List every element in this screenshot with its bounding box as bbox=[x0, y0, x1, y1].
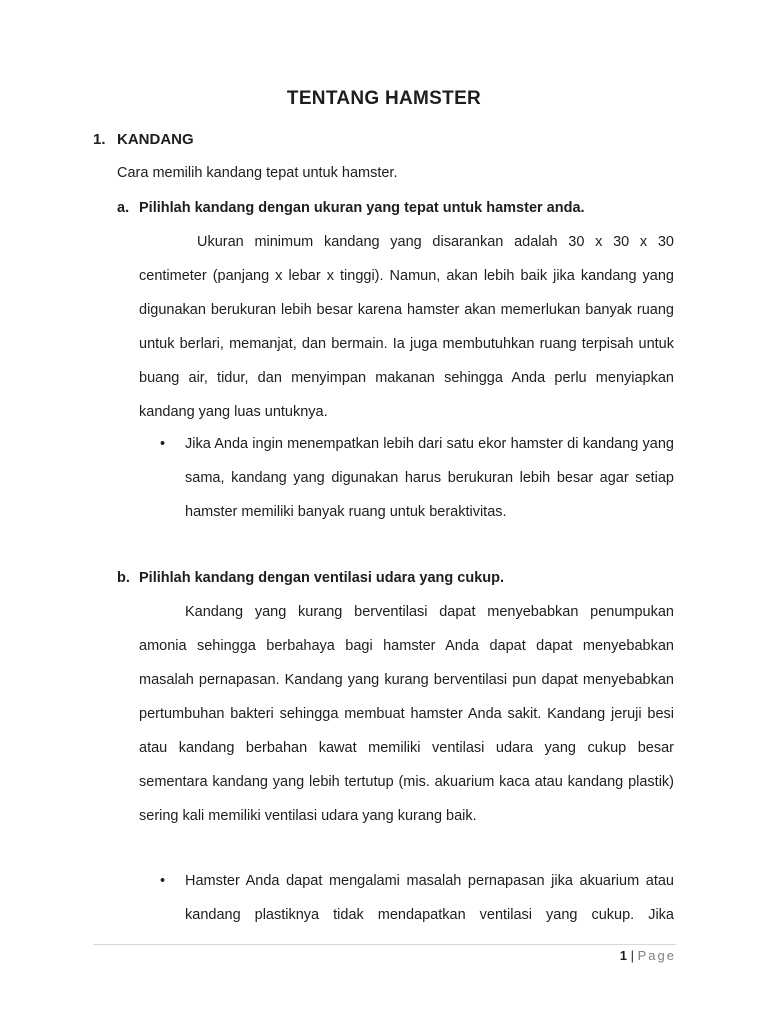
subheading-b bbox=[117, 570, 504, 586]
paragraph-a: Ukuran minimum kandang yang disarankan adalah 30 x 30 x 30 centimeter (panjang x lebar x tinggi). Namun, akan lebih baik jika kandang yang digunakan berukuran lebih besar karena hamster akan memerlukan banyak ruang untuk berlari, memanjat, dan bermain. Ia juga membutuhkan ruang terpisah untuk buang air, tidur, dan menyimpan makanan sehingga Anda perlu menyiapkan kandang yang luas untuknya. bbox=[139, 234, 674, 420]
page-footer bbox=[620, 948, 676, 963]
footer-divider bbox=[93, 944, 676, 945]
footer-separator: | bbox=[630, 948, 634, 963]
subheading-text: Pilihlah kandang dengan ukuran yang tepat untuk hamster anda. bbox=[139, 200, 585, 216]
bullet-text: Jika Anda ingin menempatkan lebih dari satu ekor hamster di kandang yang sama, kandang yang digunakan harus berukuran lebih besar agar setiap hamster memiliki banyak ruang untuk beraktivitas. bbox=[185, 436, 674, 520]
document-title: TENTANG HAMSTER bbox=[286, 88, 482, 109]
section-intro: Cara memilih kandang tepat untuk hamster. bbox=[117, 165, 398, 181]
section-heading-text: KANDANG bbox=[117, 131, 194, 148]
bullet-text: Hamster Anda dapat mengalami masalah pernapasan jika akuarium atau kandang plastiknya tidak mendapatkan ventilasi yang cukup. Jika bbox=[185, 873, 674, 923]
page-number: 1 bbox=[619, 948, 627, 963]
bullet-item-b bbox=[160, 864, 674, 932]
subheading-letter: b. bbox=[117, 570, 130, 586]
bullet-icon: • bbox=[160, 873, 166, 889]
subheading-letter: a. bbox=[117, 200, 130, 216]
bullet-icon: • bbox=[160, 436, 166, 452]
paragraph-b: Kandang yang kurang berventilasi dapat menyebabkan penumpukan amonia sehingga berbahaya bagi hamster Anda dapat dapat menyebabkan masalah pernapasan. Kandang yang kurang berventilasi pun dapat menyebabkan pertumbuhan bakteri sehingga membuat hamster Anda sakit. Kandang jeruji besi atau kandang berbahan kawat memiliki ventilasi udara yang cukup besar sementara kandang yang lebih tertutup (mis. akuarium kaca atau kandang plastik) sering kali memiliki ventilasi udara yang kurang baik. bbox=[139, 604, 674, 824]
section-heading-kandang bbox=[93, 131, 194, 148]
page-label: Page bbox=[637, 948, 676, 963]
bullet-item-a bbox=[160, 427, 674, 529]
section-number: 1. bbox=[93, 131, 106, 148]
subheading-text: Pilihlah kandang dengan ventilasi udara yang cukup. bbox=[139, 570, 504, 586]
subheading-a bbox=[117, 200, 585, 216]
